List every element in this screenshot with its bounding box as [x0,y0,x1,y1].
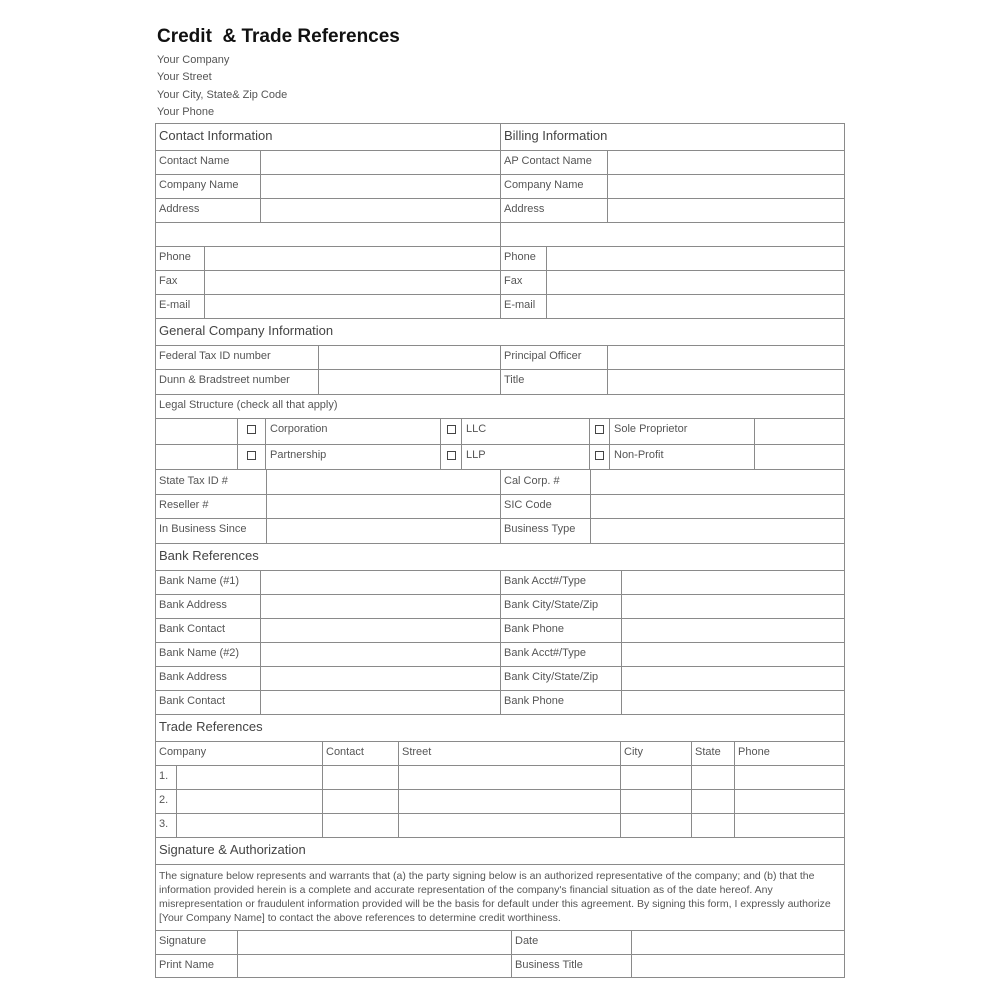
date-label: Date [515,935,539,947]
corporation-label: Corporation [270,423,328,435]
business-title-label: Business Title [515,959,583,971]
billing-company-name-label: Company Name [504,179,584,191]
ap-contact-name-field[interactable] [608,151,843,173]
contact-phone-label: Phone [159,251,191,263]
sole-proprietor-checkbox[interactable] [595,425,604,434]
trade-row-number: 2. [159,794,169,806]
billing-email-label: E-mail [504,299,536,311]
contact-email-label: E-mail [159,299,191,311]
sic-code-label: SIC Code [504,499,552,511]
bank-right-fields[interactable] [622,571,843,714]
billing-address-field[interactable] [608,199,843,221]
cal-corp-field[interactable] [591,470,843,493]
trade-col-street: Street [402,746,432,758]
contact-phone-field[interactable] [205,247,499,269]
bank-row-right-label: Bank Acct#/Type [504,575,586,587]
trade-row-number: 3. [159,818,169,830]
trade-reference-fields[interactable] [177,766,843,837]
billing-company-name-field[interactable] [608,175,843,197]
signature-label: Signature [159,935,207,947]
bank-row-left-label: Bank Address [159,671,227,683]
billing-address-label: Address [504,203,545,215]
title-field[interactable] [608,370,843,393]
print-name-field[interactable] [238,955,510,976]
trade-row-number: 1. [159,770,169,782]
business-type-label: Business Type [504,523,576,535]
ap-contact-name-label: AP Contact Name [504,155,592,167]
contact-email-field[interactable] [205,295,499,317]
contact-info-heading: Contact Information [159,128,273,143]
trade-col-state: State [695,746,721,758]
trade-col-city: City [624,746,643,758]
company-street-text: Your Street [157,71,212,83]
contact-name-field[interactable] [261,151,499,173]
title-label: Title [504,374,525,386]
billing-phone-field[interactable] [547,247,843,269]
authorization-paragraph: The signature below represents and warrants that (a) the party signing below is an authorized representative of the company; and (b) that the information provided herein is a complete and accurate representation of the company's financial situation as of the date hereof. Any misrepresentation or fraudulent information provided will be the basis for default under this agreement. By signing this form, I expressly authorize [Your Company Name] to contact the above references to determine credit worthiness. [159,870,831,924]
contact-fax-label: Fax [159,275,178,287]
cal-corp-label: Cal Corp. # [504,475,560,487]
bank-row-left-label: Bank Contact [159,695,226,707]
bank-row-right-label: Bank City/State/Zip [504,599,599,611]
billing-address-line2-field[interactable] [501,223,843,245]
business-type-field[interactable] [591,519,843,542]
dunn-bradstreet-field[interactable] [319,370,499,393]
corporation-checkbox[interactable] [247,425,256,434]
general-info-heading: General Company Information [159,323,334,338]
bank-row-left-label: Bank Contact [159,623,226,635]
trade-col-contact: Contact [326,746,364,758]
llp-label: LLP [466,449,486,461]
sole-proprietor-label: Sole Proprietor [614,423,688,435]
principal-officer-label: Principal Officer [504,350,582,362]
billing-info-heading: Billing Information [504,128,608,143]
state-tax-id-field[interactable] [267,470,499,493]
company-city-text: Your City, State& Zip Code [157,89,288,101]
company-phone-text: Your Phone [157,106,215,118]
form-title: Credit & Trade References [157,26,400,47]
company-name-text: Your Company [157,54,230,66]
non-profit-label: Non-Profit [614,449,664,461]
in-business-since-field[interactable] [267,519,499,542]
in-business-since-label: In Business Since [159,523,247,535]
bank-row-right-label: Bank Acct#/Type [504,647,586,659]
llc-label: LLC [466,423,487,435]
principal-officer-field[interactable] [608,346,843,368]
dunn-bradstreet-label: Dunn & Bradstreet number [159,374,290,386]
print-name-label: Print Name [159,959,215,971]
trade-col-phone: Phone [738,746,770,758]
contact-name-label: Contact Name [159,155,230,167]
contact-address-line2-field[interactable] [157,223,499,245]
bank-row-right-label: Bank City/State/Zip [504,671,599,683]
legal-structure-label: Legal Structure (check all that apply) [159,399,338,411]
partnership-label: Partnership [270,449,327,461]
billing-email-field[interactable] [547,295,843,317]
federal-tax-id-field[interactable] [319,346,499,368]
bank-row-right-label: Bank Phone [504,695,564,707]
non-profit-checkbox[interactable] [595,451,604,460]
billing-phone-label: Phone [504,251,536,263]
trade-references-heading: Trade References [159,719,263,734]
partnership-checkbox[interactable] [247,451,256,460]
bank-references-heading: Bank References [159,548,259,563]
llp-checkbox[interactable] [447,451,456,460]
federal-tax-id-label: Federal Tax ID number [159,350,271,362]
llc-checkbox[interactable] [447,425,456,434]
trade-col-company: Company [159,746,207,758]
billing-fax-label: Fax [504,275,523,287]
bank-row-left-label: Bank Name (#1) [159,575,240,587]
contact-fax-field[interactable] [205,271,499,293]
signature-heading: Signature & Authorization [159,842,306,857]
sic-code-field[interactable] [591,495,843,517]
signature-field[interactable] [238,931,510,953]
bank-left-fields[interactable] [261,571,499,714]
reseller-label: Reseller # [159,499,209,511]
contact-company-name-field[interactable] [261,175,499,197]
bank-row-left-label: Bank Name (#2) [159,647,240,659]
contact-company-name-label: Company Name [159,179,239,191]
business-title-field[interactable] [632,955,843,976]
reseller-field[interactable] [267,495,499,517]
contact-address-label: Address [159,203,200,215]
state-tax-id-label: State Tax ID # [159,475,228,487]
bank-row-right-label: Bank Phone [504,623,564,635]
billing-fax-field[interactable] [547,271,843,293]
contact-address-field[interactable] [261,199,499,221]
date-field[interactable] [632,931,843,953]
bank-row-left-label: Bank Address [159,599,227,611]
